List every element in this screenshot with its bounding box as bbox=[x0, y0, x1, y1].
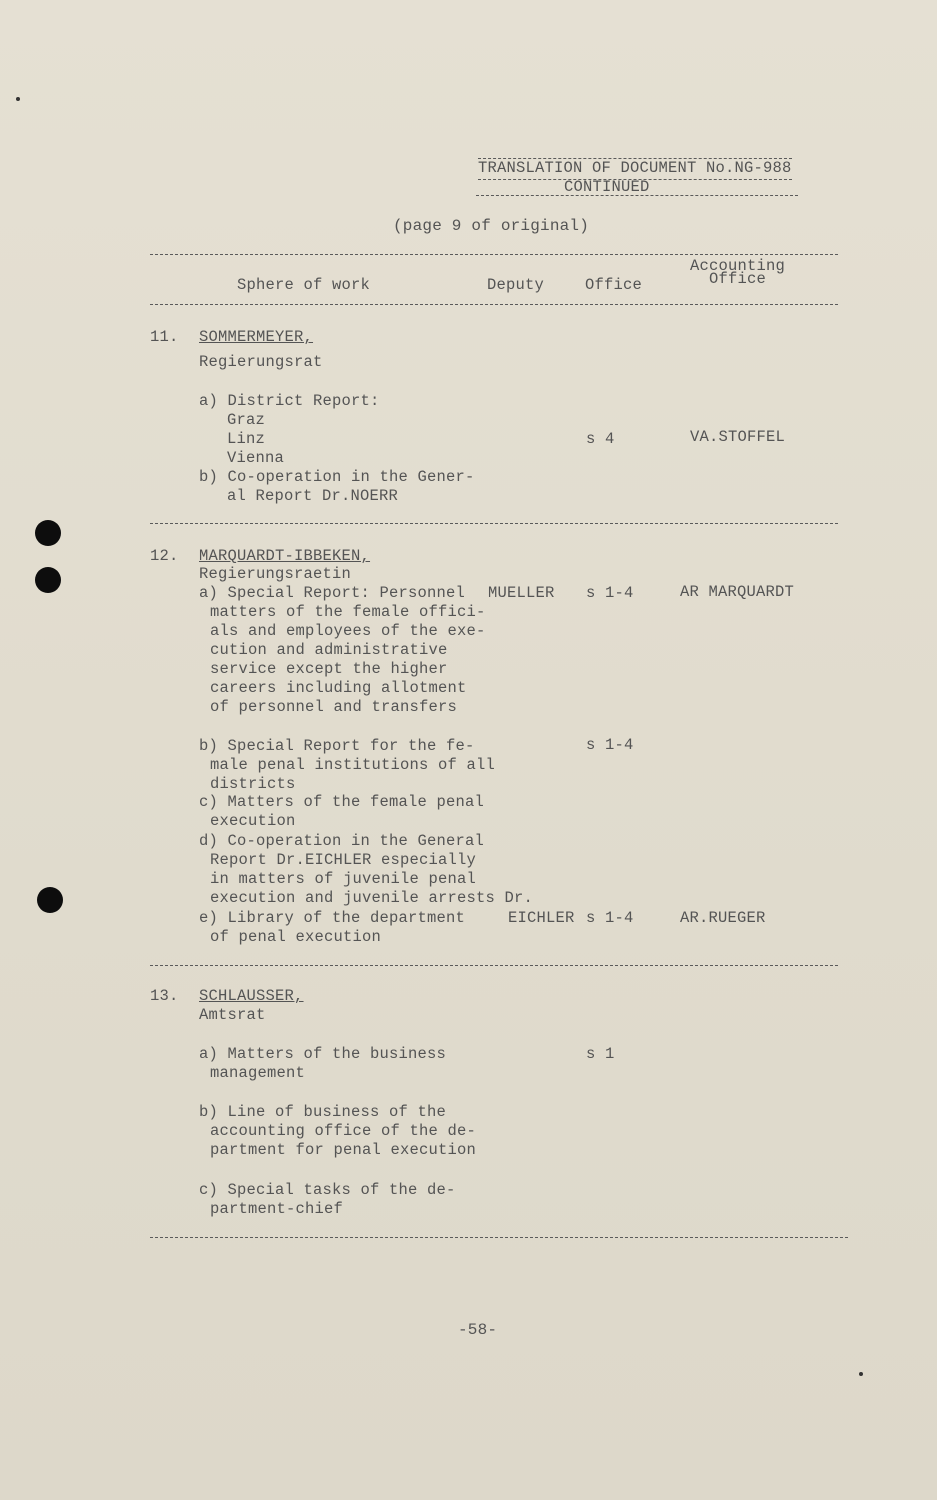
column-office: Office bbox=[585, 276, 643, 294]
task-b: b) Co-operation in the Gener- bbox=[199, 468, 475, 486]
task-a-cont: cution and administrative bbox=[210, 641, 448, 659]
task-b: b) Line of business of the bbox=[199, 1103, 447, 1121]
column-deputy: Deputy bbox=[487, 276, 545, 294]
entry-number: 12. bbox=[150, 547, 179, 565]
task-b-cont: al Report Dr.NOERR bbox=[227, 487, 399, 505]
task-a-cont: of personnel and transfers bbox=[210, 698, 458, 716]
divider bbox=[150, 254, 838, 255]
district: Graz bbox=[227, 411, 266, 429]
entry-title: Regierungsraetin bbox=[199, 565, 352, 583]
deputy-value: MUELLER bbox=[488, 584, 555, 602]
task-d-cont: Report Dr.EICHLER especially bbox=[210, 851, 477, 869]
page-number: -58- bbox=[458, 1321, 498, 1339]
task-c: c) Special tasks of the de- bbox=[199, 1181, 456, 1199]
task-c-cont: partment-chief bbox=[210, 1200, 344, 1218]
task-d: d) Co-operation in the General bbox=[199, 832, 485, 850]
punch-hole bbox=[35, 567, 61, 593]
task-d-cont: in matters of juvenile penal bbox=[210, 870, 477, 888]
task-c-cont: execution bbox=[210, 812, 296, 830]
speck bbox=[859, 1372, 863, 1376]
divider bbox=[476, 195, 798, 196]
punch-hole bbox=[37, 887, 63, 913]
task-c: c) Matters of the female penal bbox=[199, 793, 485, 811]
task-b-cont: partment for penal execution bbox=[210, 1141, 477, 1159]
speck bbox=[16, 97, 20, 101]
task-b: b) Special Report for the fe- bbox=[199, 737, 475, 755]
divider bbox=[150, 965, 838, 966]
task-a: a) District Report: bbox=[199, 392, 380, 410]
office-value: s 1-4 bbox=[586, 584, 634, 602]
punch-hole bbox=[35, 520, 61, 546]
task-b-cont: accounting office of the de- bbox=[210, 1122, 477, 1140]
column-accounting: Accounting bbox=[690, 257, 786, 275]
task-b-cont: districts bbox=[210, 775, 296, 793]
task-a: a) Special Report: Personnel bbox=[199, 584, 466, 602]
district: Linz bbox=[227, 430, 266, 448]
task-a-cont: careers including allotment bbox=[210, 679, 467, 697]
office-value: s 1-4 bbox=[586, 736, 634, 754]
entry-title: Regierungsrat bbox=[199, 353, 323, 371]
entry-name: SCHLAUSSER, bbox=[199, 987, 304, 1005]
task-a: a) Matters of the business bbox=[199, 1045, 447, 1063]
accounting-value: AR.RUEGER bbox=[680, 909, 766, 927]
entry-name: SOMMERMEYER, bbox=[199, 328, 314, 346]
divider bbox=[150, 1237, 848, 1238]
task-d-cont: execution and juvenile arrests Dr. bbox=[210, 889, 534, 907]
continued-label: CONTINUED bbox=[564, 178, 650, 196]
document-title: TRANSLATION OF DOCUMENT No.NG-988 bbox=[478, 158, 792, 180]
task-a-cont: matters of the female offici- bbox=[210, 603, 486, 621]
district: Vienna bbox=[227, 449, 285, 467]
office-value: s 1-4 bbox=[586, 909, 634, 927]
deputy-value: EICHLER bbox=[508, 909, 575, 927]
task-a-cont: als and employees of the exe- bbox=[210, 622, 486, 640]
task-a-cont: management bbox=[210, 1064, 306, 1082]
task-b-cont: male penal institutions of all bbox=[210, 756, 496, 774]
entry-number: 11. bbox=[150, 328, 179, 346]
divider bbox=[150, 304, 838, 305]
entry-number: 13. bbox=[150, 987, 179, 1005]
entry-name: MARQUARDT-IBBEKEN, bbox=[199, 547, 371, 565]
accounting-value: VA.STOFFEL bbox=[690, 428, 786, 446]
entry-title: Amtsrat bbox=[199, 1006, 266, 1024]
column-accounting-office: Office bbox=[709, 270, 767, 288]
office-value: s 4 bbox=[586, 430, 615, 448]
page-reference: (page 9 of original) bbox=[393, 217, 590, 235]
task-e-cont: of penal execution bbox=[210, 928, 382, 946]
task-a-cont: service except the higher bbox=[210, 660, 448, 678]
column-sphere: Sphere of work bbox=[237, 276, 371, 294]
divider bbox=[150, 523, 838, 524]
office-value: s 1 bbox=[586, 1045, 615, 1063]
accounting-value: AR MARQUARDT bbox=[680, 583, 795, 601]
task-e: e) Library of the department bbox=[199, 909, 466, 927]
